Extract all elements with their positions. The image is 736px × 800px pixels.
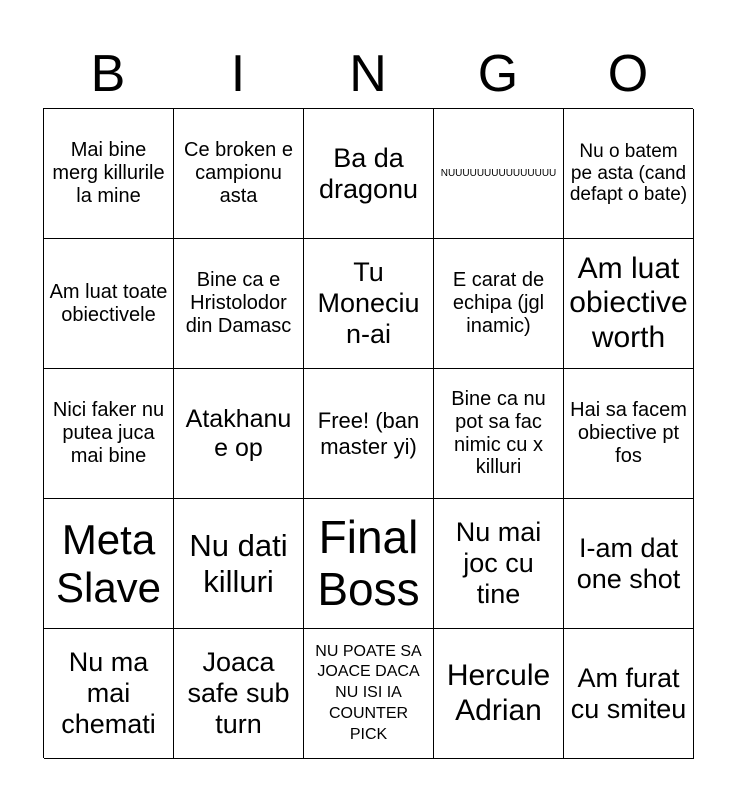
bingo-cell[interactable]: Atakhanu e op: [174, 369, 304, 499]
bingo-cell[interactable]: E carat de echipa (jgl inamic): [434, 239, 564, 369]
header-letter-o: O: [607, 45, 649, 103]
bingo-cell[interactable]: Tu Moneciu n-ai: [304, 239, 434, 369]
bingo-cell[interactable]: Am luat obiective worth: [564, 239, 694, 369]
bingo-cell[interactable]: Bine ca nu pot sa fac nimic cu x killuri: [434, 369, 564, 499]
bingo-header: [43, 40, 693, 108]
bingo-cell[interactable]: Mai bine merg killurile la mine: [44, 109, 174, 239]
bingo-cell[interactable]: Meta Slave: [44, 499, 174, 629]
header-letter-g: G: [477, 45, 519, 103]
bingo-cell[interactable]: Ce broken e campionu asta: [174, 109, 304, 239]
bingo-cell free-cell[interactable]: Free! (ban master yi): [304, 369, 434, 499]
bingo-cell[interactable]: Nu o batem pe asta (cand defapt o bate): [564, 109, 694, 239]
bingo-cell[interactable]: Nici faker nu putea juca mai bine: [44, 369, 174, 499]
bingo-cell[interactable]: Ba da dragonu: [304, 109, 434, 239]
bingo-cell[interactable]: Am furat cu smiteu: [564, 629, 694, 759]
header-letter-n: N: [349, 45, 387, 103]
bingo-cell[interactable]: Nu mai joc cu tine: [434, 499, 564, 629]
bingo-cell[interactable]: Hercule Adrian: [434, 629, 564, 759]
bingo-cell[interactable]: I-am dat one shot: [564, 499, 694, 629]
bingo-cell[interactable]: Am luat toate obiectivele: [44, 239, 174, 369]
bingo-cell[interactable]: NUUUUUUUUUUUUUUU: [434, 109, 564, 239]
bingo-cell[interactable]: Joaca safe sub turn: [174, 629, 304, 759]
bingo-cell[interactable]: NU POATE SA JOACE DACA NU ISI IA COUNTER PICK: [304, 629, 434, 759]
bingo-cell[interactable]: Hai sa facem obiective pt fos: [564, 369, 694, 499]
bingo-board: [43, 108, 693, 758]
bingo-cell[interactable]: Bine ca e Hristolodor din Damasc: [174, 239, 304, 369]
bingo-cell[interactable]: Final Boss: [304, 499, 434, 629]
header-letter-b: B: [90, 45, 126, 103]
bingo-cell[interactable]: Nu dati killuri: [174, 499, 304, 629]
header-letter-i: I: [230, 45, 246, 103]
bingo-cell[interactable]: Nu ma mai chemati: [44, 629, 174, 759]
